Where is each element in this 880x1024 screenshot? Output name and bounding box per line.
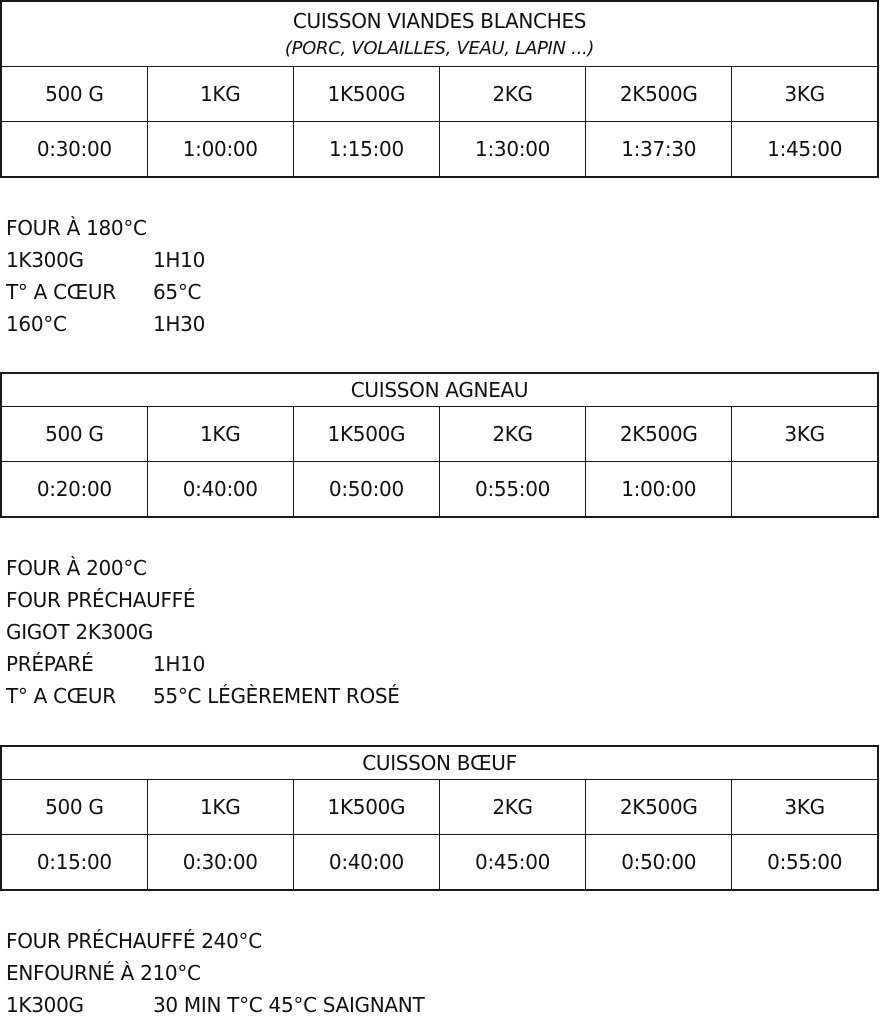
time-cell: 0:40:00 (293, 835, 439, 891)
lamb-notes (6, 552, 400, 712)
weight-cell: 1KG (147, 407, 293, 462)
note-key: GIGOT 2K300G (6, 620, 154, 644)
weight-cell: 500 G (1, 780, 147, 835)
note-line (6, 212, 205, 244)
weight-header-row (1, 780, 878, 835)
time-cell: 0:30:00 (147, 835, 293, 891)
weight-cell: 500 G (1, 67, 147, 122)
beef-notes (6, 925, 424, 1021)
time-cell: 0:55:00 (439, 462, 585, 518)
note-key: T° A CŒUR (6, 684, 116, 708)
weight-cell: 1K500G (293, 67, 439, 122)
note-value: 65°C (153, 280, 202, 304)
weight-header-row (1, 67, 878, 122)
note-line (6, 616, 400, 648)
time-cell: 0:15:00 (1, 835, 147, 891)
weight-cell: 1KG (147, 67, 293, 122)
weight-cell: 3KG (732, 67, 878, 122)
table-title-text: CUISSON VIANDES BLANCHES (292, 9, 587, 33)
weight-cell: 3KG (732, 407, 878, 462)
weight-cell: 2K500G (586, 407, 732, 462)
note-value: 1H30 (153, 312, 206, 336)
time-row (1, 122, 878, 178)
note-line (6, 957, 424, 989)
note-key: FOUR PRÉCHAUFFÉ (6, 588, 196, 612)
note-line (6, 648, 400, 680)
weight-cell: 2K500G (586, 780, 732, 835)
note-key: FOUR À 200°C (6, 556, 147, 580)
note-line (6, 552, 400, 584)
note-line (6, 276, 205, 308)
weight-cell: 3KG (732, 780, 878, 835)
time-cell: 0:20:00 (1, 462, 147, 518)
table-title (1, 746, 878, 780)
time-cell: 1:15:00 (293, 122, 439, 178)
table-subtitle: (PORC, VOLAILLES, VEAU, LAPIN ...) (284, 38, 595, 59)
weight-cell: 500 G (1, 407, 147, 462)
note-key: ENFOURNÉ À 210°C (6, 961, 201, 985)
weight-cell: 2KG (439, 780, 585, 835)
note-key: FOUR À 180°C (6, 216, 147, 240)
note-line (6, 244, 205, 276)
note-key: 160°C (6, 312, 67, 336)
weight-header-row (1, 407, 878, 462)
note-line (6, 680, 400, 712)
white-meat-cooking-table (0, 0, 879, 178)
note-value: 55°C LÉGÈREMENT ROSÉ (153, 684, 400, 708)
note-line (6, 925, 424, 957)
note-value: 1H10 (153, 652, 206, 676)
table-title-text: CUISSON BŒUF (362, 751, 517, 775)
time-cell: 1:00:00 (586, 462, 732, 518)
weight-cell: 1KG (147, 780, 293, 835)
note-key: 1K300G (6, 993, 84, 1017)
time-cell: 0:55:00 (732, 835, 878, 891)
note-line (6, 989, 424, 1021)
time-cell: 1:45:00 (732, 122, 878, 178)
white-meat-notes (6, 212, 205, 340)
note-value: 1H10 (153, 248, 206, 272)
table-title (1, 1, 878, 67)
table-title (1, 373, 878, 407)
time-cell: 1:37:30 (586, 122, 732, 178)
weight-cell: 2KG (439, 67, 585, 122)
note-key: T° A CŒUR (6, 280, 116, 304)
time-row (1, 835, 878, 891)
time-cell: 0:30:00 (1, 122, 147, 178)
time-cell: 0:40:00 (147, 462, 293, 518)
time-row (1, 462, 878, 518)
table-title-text: CUISSON AGNEAU (350, 378, 529, 402)
note-value: 30 MIN T°C 45°C SAIGNANT (153, 993, 425, 1017)
weight-cell: 1K500G (293, 407, 439, 462)
weight-cell: 2K500G (586, 67, 732, 122)
time-cell: 0:50:00 (293, 462, 439, 518)
time-cell (732, 462, 878, 518)
time-cell: 0:45:00 (439, 835, 585, 891)
time-cell: 1:00:00 (147, 122, 293, 178)
time-cell: 1:30:00 (439, 122, 585, 178)
lamb-cooking-table (0, 372, 879, 518)
note-key: PRÉPARÉ (6, 652, 94, 676)
note-line (6, 584, 400, 616)
beef-cooking-table (0, 745, 879, 891)
note-key: FOUR PRÉCHAUFFÉ 240°C (6, 929, 262, 953)
note-line (6, 308, 205, 340)
weight-cell: 1K500G (293, 780, 439, 835)
note-key: 1K300G (6, 248, 84, 272)
time-cell: 0:50:00 (586, 835, 732, 891)
weight-cell: 2KG (439, 407, 585, 462)
